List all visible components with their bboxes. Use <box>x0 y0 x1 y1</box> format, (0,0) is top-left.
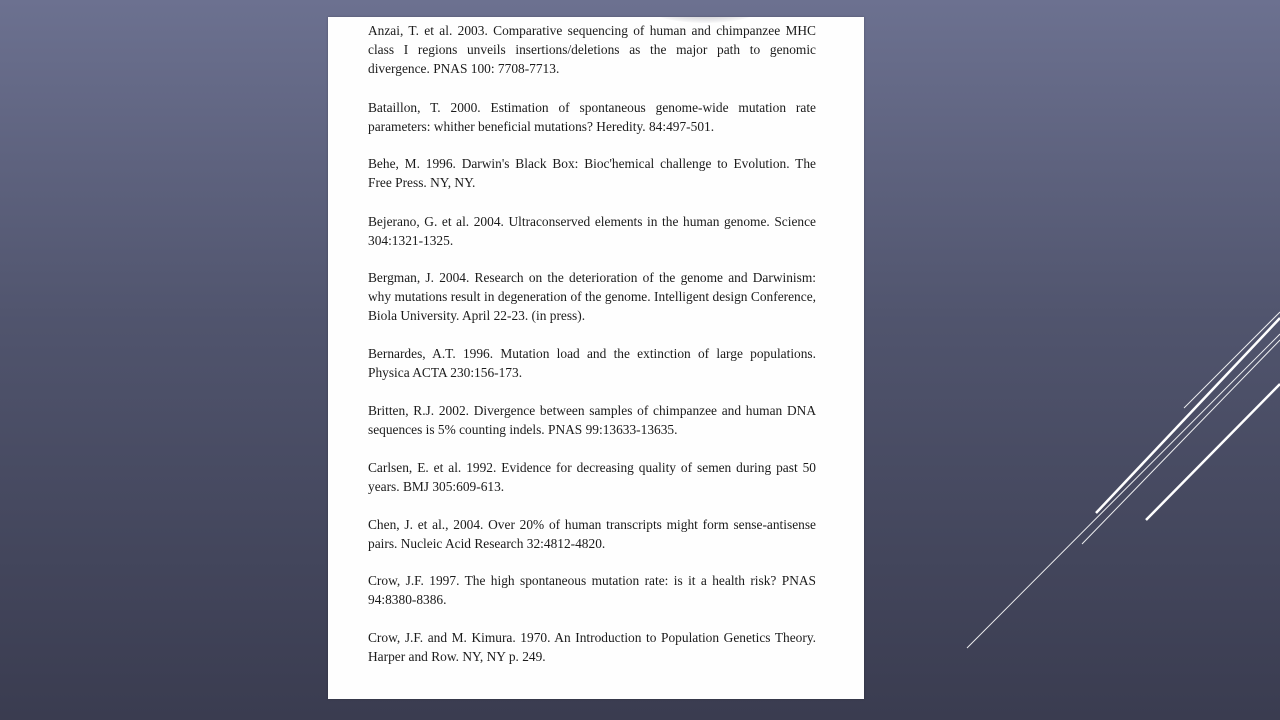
reference-anzai-2003: Anzai, T. et al. 2003. Comparative sequencing of human and chimpanzee MHC class I regions unveils insertions/deletions as the major path to genomic divergence. PNAS 100: 7708-7713. <box>368 23 816 76</box>
reference-bernardes-1996: Bernardes, A.T. 1996. Mutation load and the extinction of large populations. Physica ACTA 230:156-173. <box>368 346 816 380</box>
reference-bataillon-2000: Bataillon, T. 2000. Estimation of spontaneous genome-wide mutation rate parameters: whither beneficial mutations? Heredity. 84:497-501. <box>368 100 816 134</box>
reference-bergman-2004: Bergman, J. 2004. Research on the deterioration of the genome and Darwinism: why mutations result in degeneration of the genome. Intelligent design Conference, Biola University. April 22-23. (in press). <box>368 270 816 323</box>
reference-crow-kimura-1970: Crow, J.F. and M. Kimura. 1970. An Introduction to Population Genetics Theory. Harper and Row. NY, NY p. 249. <box>368 630 816 664</box>
decor-line-3 <box>1082 340 1280 544</box>
reference-bejerano-2004: Bejerano, G. et al. 2004. Ultraconserved elements in the human genome. Science 304:1321-1325. <box>368 214 816 248</box>
reference-chen-2004: Chen, J. et al., 2004. Over 20% of human transcripts might form sense-antisense pairs. Nucleic Acid Research 32:4812-4820. <box>368 517 816 551</box>
decor-line-1 <box>1184 312 1280 408</box>
reference-behe-1996: Behe, M. 1996. Darwin's Black Box: Bioc'hemical challenge to Evolution. The Free Press. NY, NY. <box>368 156 816 190</box>
reference-crow-1997: Crow, J.F. 1997. The high spontaneous mutation rate: is it a health risk? PNAS 94:8380-8386. <box>368 573 816 607</box>
decor-line-2 <box>1096 318 1280 513</box>
reference-carlsen-1992: Carlsen, E. et al. 1992. Evidence for decreasing quality of semen during past 50 years. BMJ 305:609-613. <box>368 460 816 494</box>
decor-line-5 <box>967 334 1280 648</box>
reference-britten-2002: Britten, R.J. 2002. Divergence between samples of chimpanzee and human DNA sequences is 5% counting indels. PNAS 99:13633-13635. <box>368 403 816 437</box>
decor-line-4 <box>1146 384 1280 520</box>
